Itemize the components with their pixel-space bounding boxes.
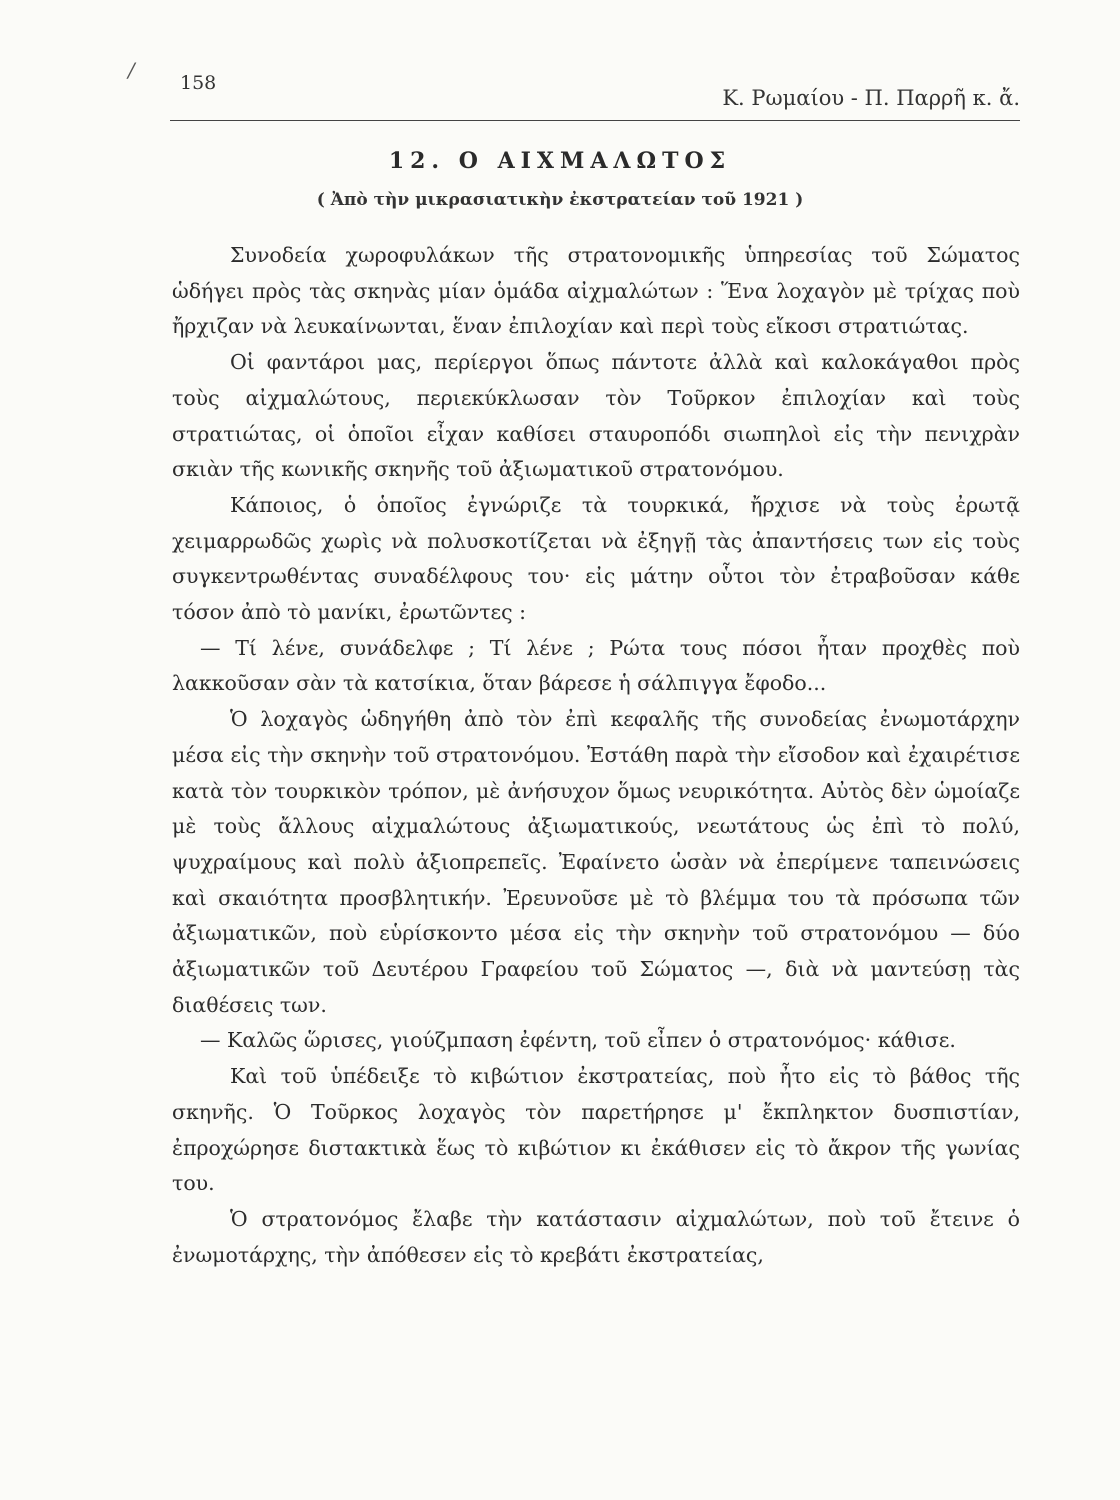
paragraph: Ὁ λοχαγὸς ὡδηγήθη ἀπὸ τὸν ἐπὶ κεφαλῆς τῆς συνοδείας ἐνωμοτάρχην μέσα εἰς τὴν σκηνὴν τοῦ στρατονόμου. Ἐστάθη παρὰ τὴν εἴσοδον καὶ ἐχαιρέτισε κατὰ τὸν τουρκικὸν τρόπον, μὲ ἀνήσυχον ὅμως νευρικότητα. Αὐτὸς δὲν ὡμοίαζε μὲ τοὺς ἄλλους αἰχμαλώτους ἀξιωματικούς, νεωτάτους ὡς ἐπὶ τὸ πολύ, ψυχραίμους καὶ πολὺ ἀξιοπρεπεῖς. Ἐφαίνετο ὡσὰν νὰ ἐπερίμενε ταπεινώσεις καὶ σκαιότητα προσβλητικήν. Ἐρευνοῦσε μὲ τὸ βλέμμα του τὰ πρόσωπα τῶν ἀξιωματικῶν, ποὺ εὑρίσκοντο μέσα εἰς τὴν σκηνὴν τοῦ στρατονόμου — δύο ἀξιωματικῶν τοῦ Δευτέρου Γραφείου τοῦ Σώματος —, διὰ νὰ μαντεύσῃ τὰς διαθέσεις των.: [172, 707, 1020, 1017]
paragraph: Κάποιος, ὁ ὁποῖος ἐγνώριζε τὰ τουρκικά, ἤρχισε νὰ τοὺς ἐρωτᾷ χειμαρρωδῶς χωρὶς νὰ πολυσκοτίζεται νὰ ἐξηγῇ τὰς ἀπαντήσεις των εἰς τοὺς συγκεντρωθέντας συναδέλφους του· εἰς μάτην οὗτοι τὸν ἐτραβοῦσαν κάθε τόσον ἀπὸ τὸ μανίκι, ἐρωτῶντες :: [172, 492, 1020, 625]
dialogue-paragraph: — Καλῶς ὥρισες, γιούζμπαση ἐφέντη, τοῦ εἶπεν ὁ στρατονόμος· κάθισε.: [200, 1028, 956, 1053]
chapter-subtitle: ( Ἀπὸ τὴν μικρασιατικὴν ἐκστρατείαν τοῦ 1921 ): [316, 190, 804, 210]
body-text: [172, 238, 1020, 1273]
margin-pencil-mark: /: [128, 58, 135, 82]
paragraph: Συνοδεία χωροφυλάκων τῆς στρατονομικῆς ὑπηρεσίας τοῦ Σώματος ὡδήγει πρὸς τὰς σκηνὰς μίαν ὁμάδα αἰχμαλώτων : Ἕνα λοχαγὸν μὲ τρίχας ποὺ ἤρχιζαν νὰ λευκαίνωνται, ἕναν ἐπιλοχίαν καὶ περὶ τοὺς εἴκοσι στρατιώτας.: [172, 243, 1020, 339]
paragraph: Ὁ στρατονόμος ἔλαβε τὴν κατάστασιν αἰχμαλώτων, ποὺ τοῦ ἔτεινε ὁ ἐνωμοτάρχης, τὴν ἀπόθεσεν εἰς τὸ κρεβάτι ἐκστρατείας,: [172, 1206, 1020, 1267]
dialogue-paragraph: — Τί λένε, συνάδελφε ; Τί λένε ; Ρώτα τους πόσοι ἦταν προχθὲς ποὺ λακκοῦσαν σὰν τὰ κατσίκια, ὅταν βάρεσε ἡ σάλπιγγα ἔφοδο...: [172, 635, 1020, 696]
header-rule: [170, 120, 1020, 121]
chapter-title: 12. Ο ΑΙΧΜΑΛΩΤΟΣ: [388, 148, 732, 174]
running-head: Κ. Ρωμαίου - Π. Παρρῆ κ. ἄ.: [722, 86, 1020, 110]
paragraph: Οἱ φαντάροι μας, περίεργοι ὅπως πάντοτε ἀλλὰ καὶ καλοκάγαθοι πρὸς τοὺς αἰχμαλώτους, περιεκύκλωσαν τὸν Τοῦρκον ἐπιλοχίαν καὶ τοὺς στρατιώτας, οἱ ὁποῖοι εἶχαν καθίσει σταυροπόδι σιωπηλοὶ εἰς τὴν πενιχρὰν σκιὰν τῆς κωνικῆς σκηνῆς τοῦ ἀξιωματικοῦ στρατονόμου.: [172, 350, 1020, 482]
paragraph: Καὶ τοῦ ὑπέδειξε τὸ κιβώτιον ἐκστρατείας, ποὺ ἦτο εἰς τὸ βάθος τῆς σκηνῆς. Ὁ Τοῦρκος λοχαγὸς τὸν παρετήρησε μ' ἔκπληκτον δυσπιστίαν, ἐπροχώρησε διστακτικὰ ἕως τὸ κιβώτιον κι ἐκάθισεν εἰς τὸ ἄκρον τῆς γωνίας του.: [172, 1064, 1020, 1196]
page-number: 158: [180, 72, 217, 94]
